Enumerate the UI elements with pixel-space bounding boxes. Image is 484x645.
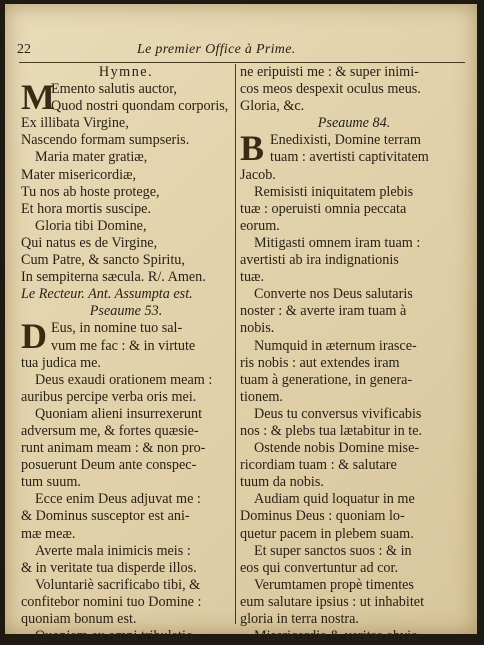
hymn-line: Ex illibata Virgine,: [21, 115, 129, 132]
hymn-line: Et hora mortis suscipe.: [21, 200, 152, 217]
psalm-line: nos : & plebs tua lætabitur in te.: [240, 422, 423, 439]
psalm-line: Ostende nobis Domine mise-: [254, 440, 420, 457]
psalm-line: Enedixisti, Domine terram: [270, 132, 421, 149]
psalm-line: quoniam bonum est.: [21, 611, 137, 627]
psalm-line: runt animam meam : & non pro-: [21, 440, 206, 457]
hymn-title: Hymne.: [98, 64, 154, 80]
continued-line: cos meos despexit oculus meus.: [240, 81, 421, 98]
psalm-line: eorum.: [240, 217, 280, 234]
hymn-line: Maria mater gratiæ,: [35, 149, 148, 166]
hymn-line: Qui natus es de Virgine,: [21, 234, 158, 251]
psalm-line: Numquid in æternum irasce-: [254, 337, 417, 354]
psalm-line: tuam à generatione, in genera-: [240, 371, 413, 388]
psalm-53-title: Pseaume 53.: [89, 303, 163, 320]
psalm-line: Remisisti iniquitatem plebis: [254, 183, 414, 200]
psalm-line: Converte nos Deus salutaris: [254, 286, 413, 303]
psalm-line: tum suum.: [21, 474, 81, 491]
page-number: 22: [17, 42, 31, 57]
psalm-line: Audiam quid loquatur in me: [254, 491, 415, 508]
hymn-line: In sempiterna sæcula. R/. Amen.: [21, 269, 206, 286]
hymn-line: Emento salutis auctor,: [51, 81, 177, 98]
psalm-line: & Dominus susceptor est ani-: [21, 508, 190, 525]
hymn-line: Mater misericordiæ,: [21, 166, 137, 183]
psalm-line: eos qui convertuntur ad cor.: [240, 559, 398, 576]
psalm-line: tuæ.: [240, 269, 265, 286]
continued-line: Gloria, &c.: [240, 98, 305, 115]
psalm-84-title: Pseaume 84.: [317, 115, 391, 132]
psalm-line: Voluntariè sacrificabo tibi, &: [35, 576, 201, 593]
psalm-line: ricordiam tuam : & salutare: [240, 457, 397, 474]
psalm-line: Mitigasti omnem iram tuam :: [254, 234, 421, 251]
psalm-line: tuum da nobis.: [240, 474, 324, 491]
psalm-line: Eus, in nomine tuo sal-: [51, 320, 183, 337]
hymn-line: Gloria tibi Domine,: [35, 217, 147, 234]
psalm-line: confitebor nomini tuo Domine :: [21, 593, 202, 610]
psalm-line: nobis.: [240, 320, 275, 337]
psalm-line: Quoniam ex omni tribulatio-: [35, 628, 198, 645]
hymn-block: [21, 77, 231, 303]
psalm-line: gloria in terra nostra.: [240, 611, 359, 627]
psalm-line: Deus tu conversus vivificabis: [254, 405, 422, 422]
continued-line: ne eripuisti me : & super inimi-: [240, 64, 419, 80]
psalm-line: & in veritate tua disperde illos.: [21, 559, 197, 576]
header-rule: [19, 62, 465, 63]
psalm-line: tuam : avertisti captivitatem: [270, 149, 429, 166]
hymn-dropcap: M: [21, 77, 55, 118]
right-column: [240, 64, 468, 645]
psalm-line: Et super sanctos suos : & in: [254, 542, 412, 559]
psalm-line: tuæ : operuisti omnia peccata: [240, 200, 407, 217]
psalm-84-dropcap: B: [240, 128, 265, 169]
psalm-line: Misericordia & veritas obvia-: [254, 628, 423, 645]
hymn-line: Cum Patre, & sancto Spiritu,: [21, 252, 185, 269]
psalm-line: Ecce enim Deus adjuvat me :: [35, 491, 201, 508]
psalm-53-block: [21, 316, 231, 645]
psalm-line: tionem.: [240, 388, 283, 405]
psalm-line: vum me fac : & in virtute: [51, 337, 196, 354]
psalm-line: noster : & averte iram tuam à: [240, 303, 407, 320]
psalm-line: mæ meæ.: [21, 525, 76, 542]
psalm-line: posuerunt Deum ante conspec-: [21, 457, 197, 474]
psalm-line: adversum me, & fortes quæsie-: [21, 422, 199, 439]
psalm-line: Jacob.: [240, 166, 276, 183]
running-title: Le premier Office à Prime.: [137, 42, 296, 57]
psalm-84-block: [240, 128, 468, 645]
psalm-line: quetur pacem in plebem suam.: [240, 525, 414, 542]
left-column: [21, 64, 231, 645]
psalm-line: Dominus Deus : quoniam lo-: [240, 508, 405, 525]
book-page: [5, 4, 477, 645]
psalm-line: avertisti ab ira indignationis: [240, 252, 399, 269]
page-header: [17, 42, 467, 62]
hymn-line: Le Recteur. Ant. Assumpta est.: [21, 286, 193, 303]
hymn-line: Tu nos ab hoste protege,: [21, 183, 160, 200]
psalm-line: Deus exaudi orationem meam :: [35, 371, 213, 388]
column-divider: [235, 64, 236, 624]
psalm-53-dropcap: D: [21, 316, 47, 357]
psalm-line: Averte mala inimicis meis :: [35, 542, 191, 559]
psalm-line: auribus percipe verba oris mei.: [21, 388, 197, 405]
hymn-line: Quod nostri quondam corporis,: [51, 98, 229, 115]
psalm-line: ris nobis : aut extendes iram: [240, 354, 400, 371]
psalm-line: Quoniam alieni insurrexerunt: [35, 405, 203, 422]
psalm-line: tua judica me.: [21, 354, 101, 371]
hymn-line: Nascendo formam sumpseris.: [21, 132, 190, 149]
psalm-line: eum salutare ipsius : ut inhabitet: [240, 593, 425, 610]
psalm-line: Verumtamen propè timentes: [254, 576, 414, 593]
